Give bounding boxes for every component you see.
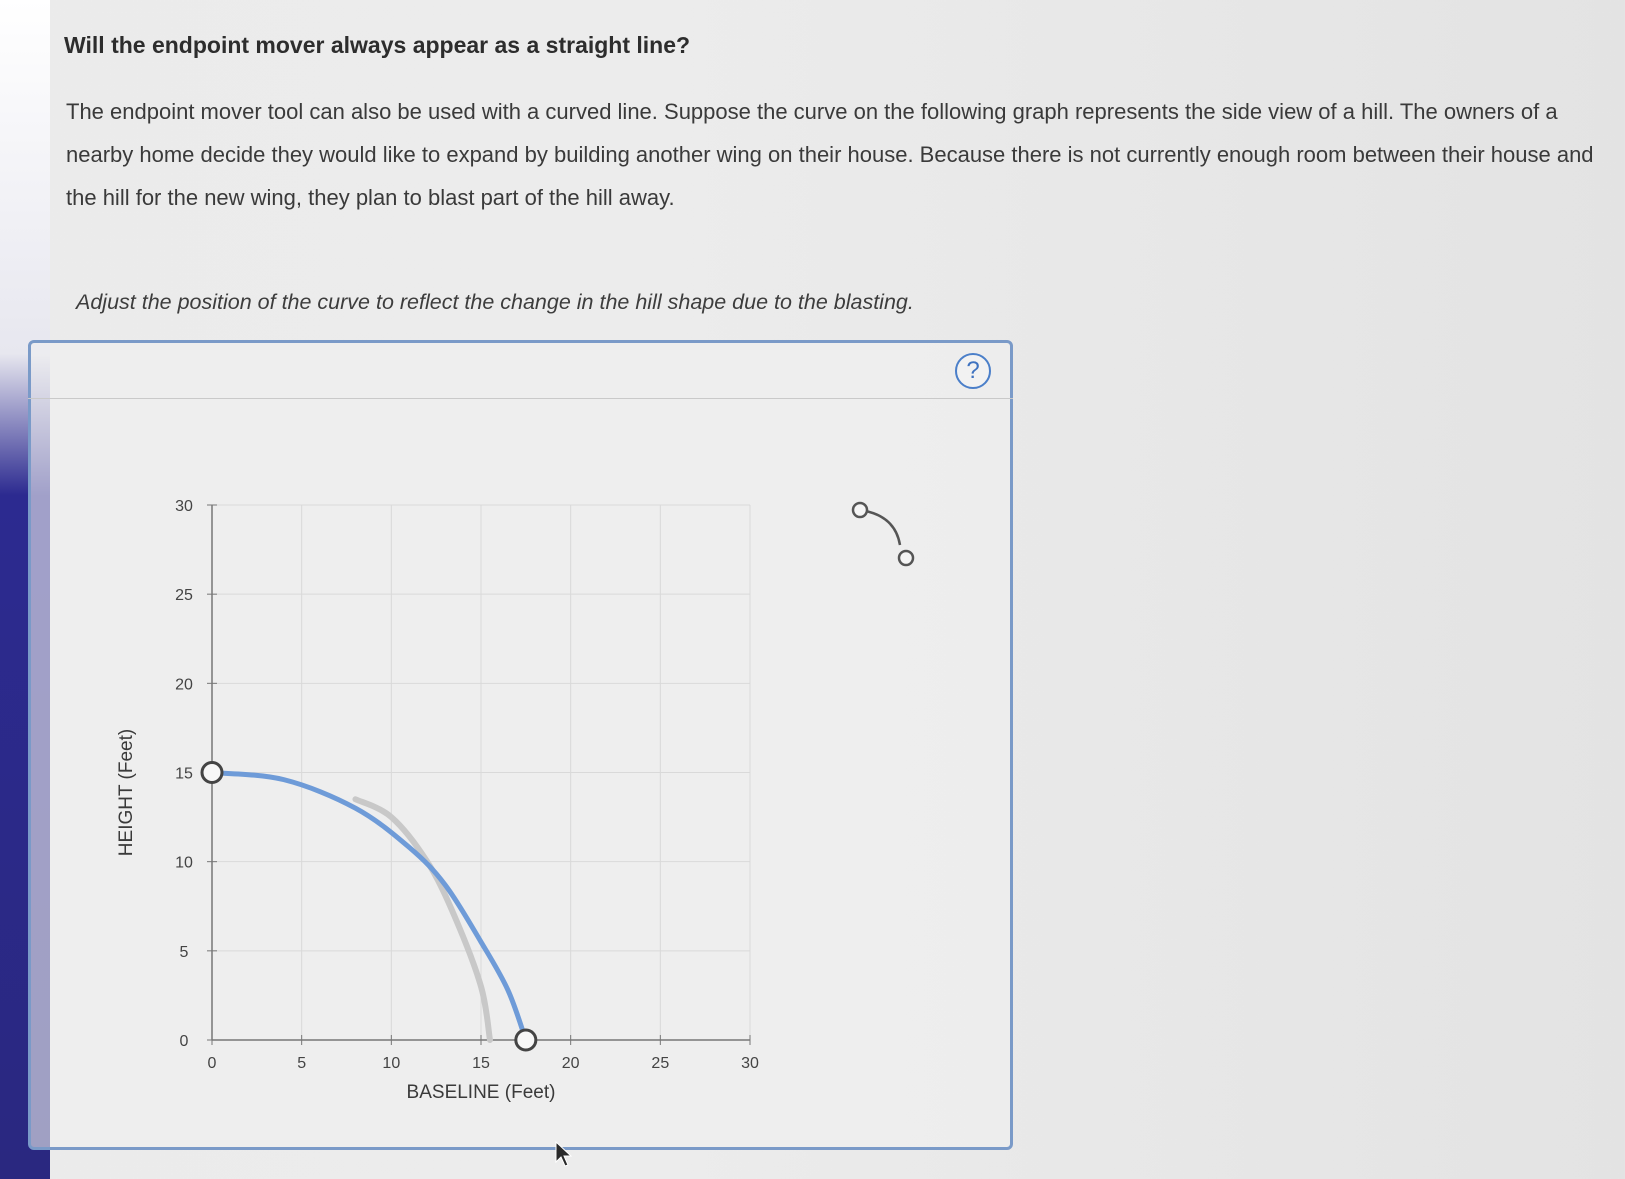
instruction-text: Adjust the position of the curve to reflect the change in the hill shape due to the blasting. (76, 290, 914, 314)
intro-paragraph: The endpoint mover tool can also be used with a curved line. Suppose the curve on the following graph represents the side view of a hill. The owners of a nearby home decide they would like to expand by building another wing on their house. Because there is not currently enough room between their house and the hill for the new wing, they plan to blast part of the hill away. (66, 99, 1594, 210)
x-tick-label: 30 (741, 1055, 759, 1072)
x-tick-label: 5 (297, 1055, 307, 1072)
x-tick-label: 25 (651, 1055, 670, 1072)
y-tick-label: 25 (175, 587, 193, 605)
y-tick-label: 15 (175, 765, 193, 783)
tool-endpoint-icon-end (899, 551, 913, 565)
x-axis-title: BASELINE (Feet) (406, 1082, 556, 1103)
y-tick-label: 30 (175, 498, 193, 515)
x-tick-label: 15 (472, 1055, 490, 1072)
hill-curve[interactable] (212, 773, 526, 1041)
tool-palette (853, 503, 913, 565)
tick-labels (175, 498, 759, 1072)
y-tick-label: 10 (175, 854, 193, 872)
grid (212, 505, 750, 1040)
x-tick-label: 20 (561, 1055, 580, 1072)
tool-endpoint-icon-start (853, 503, 867, 517)
y-tick-label: 20 (175, 676, 193, 694)
curve-endpoint-start[interactable] (202, 763, 222, 783)
y-tick-label: 0 (179, 1033, 189, 1050)
x-tick-label: 0 (207, 1055, 217, 1072)
y-tick-label: 5 (179, 943, 189, 961)
help-button[interactable]: ? (955, 353, 991, 389)
question-title: Will the endpoint mover always appear as a straight line? (64, 32, 691, 58)
y-axis-title: HEIGHT (Feet) (116, 728, 137, 857)
mouse-cursor-icon (554, 1140, 576, 1168)
curves (202, 763, 536, 1051)
endpoint-mover-curve-tool[interactable] (853, 503, 913, 565)
curve-endpoint-end[interactable] (516, 1030, 536, 1050)
x-tick-label: 10 (382, 1055, 401, 1072)
